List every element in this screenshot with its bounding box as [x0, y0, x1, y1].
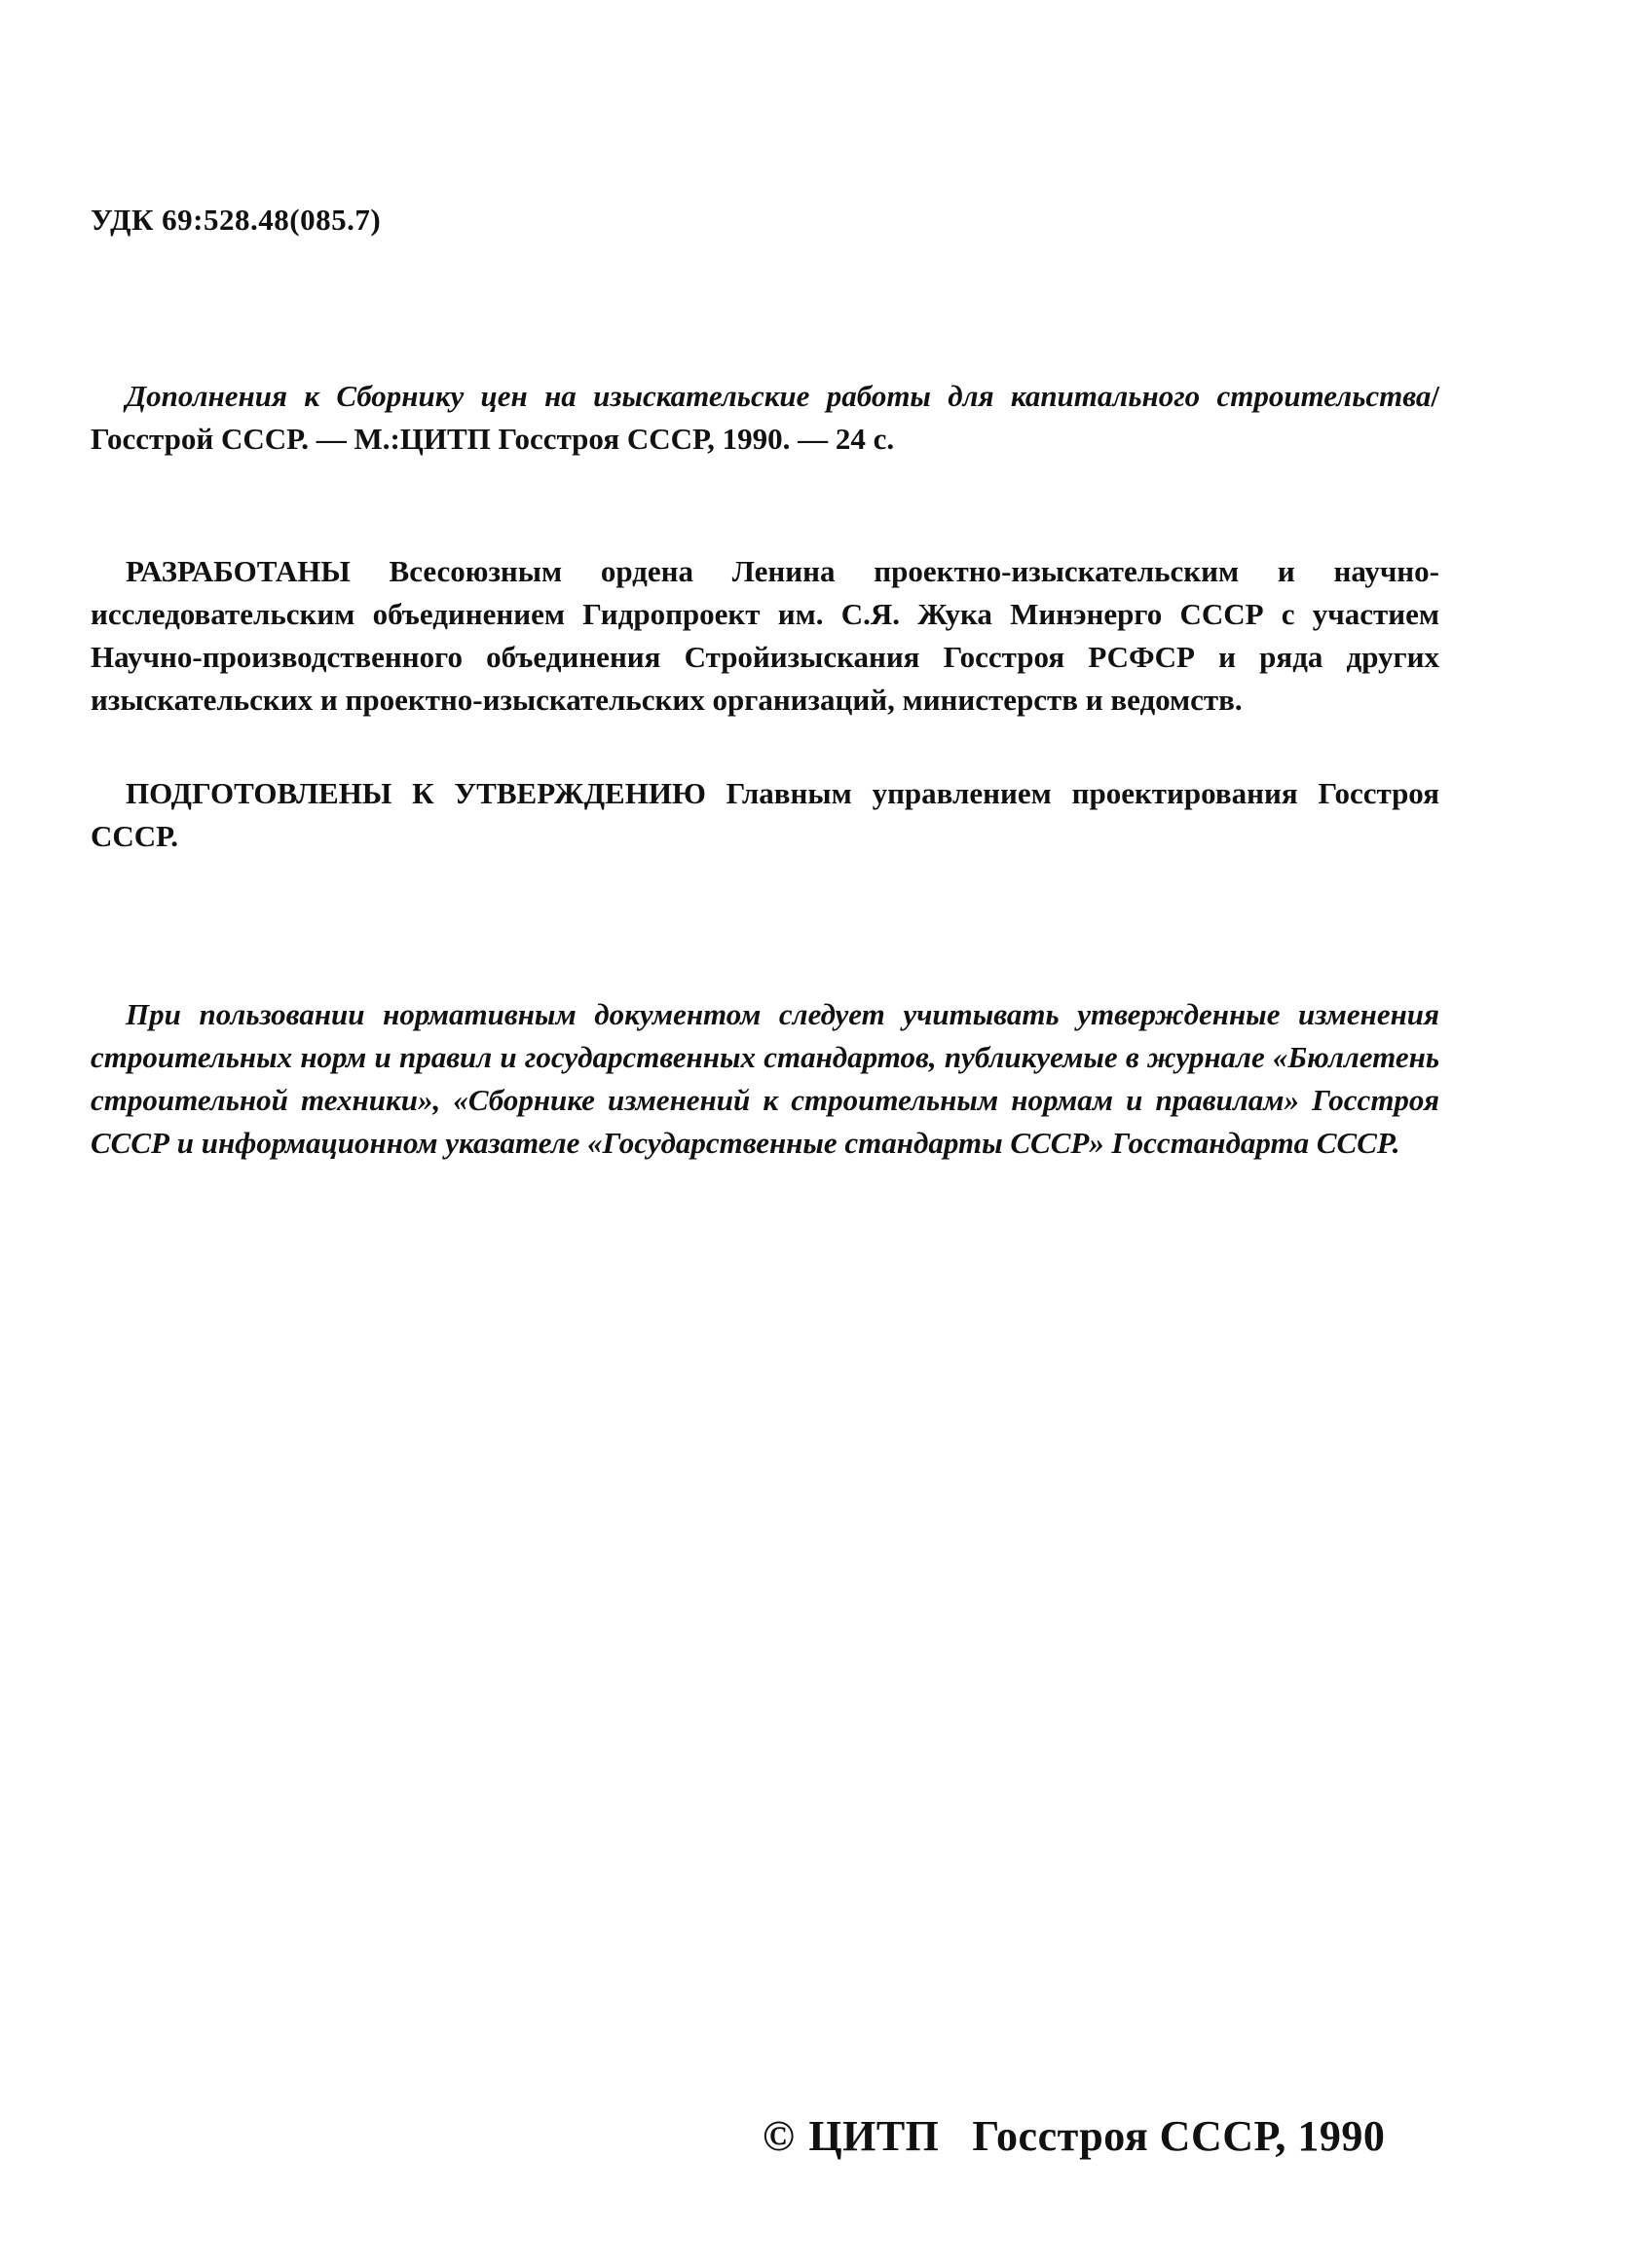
- bibliographic-description: [91, 375, 1439, 461]
- developed-by-section: [91, 550, 1439, 722]
- copyright-symbol: ©: [763, 2112, 796, 2160]
- developed-by-text: РАЗРАБОТАНЫ Всесоюзным ордена Ленина проектно-изыскательским и научно-исследовательским объединением Гидропроект им. С.Я. Жука Минэнерго СССР с участием Научно-производственного объединения Стройизыскания Госстроя РСФСР и ряда других изыскательских и проектно-изыскательских организаций, министерств и ведомств.: [91, 554, 1439, 717]
- prepared-by-section: [91, 772, 1439, 858]
- bibliographic-paragraph: [91, 375, 1439, 461]
- udk-code: УДК 69:528.48(085.7): [91, 203, 382, 237]
- usage-notice-section: [91, 993, 1439, 1165]
- copyright-text: Госстроя СССР, 1990: [972, 2112, 1386, 2160]
- bibliographic-details: /Госстрой СССР. — М.:ЦИТП Госстроя СССР, 1990. — 24 с.: [91, 379, 1439, 456]
- bibliographic-title: Дополнения к Сборнику цен на изыскательские работы для капитального строительства: [126, 379, 1432, 413]
- copyright-org: ЦИТП: [808, 2112, 940, 2160]
- prepared-by-text: ПОДГОТОВЛЕНЫ К УТВЕРЖДЕНИЮ Главным управлением проектирования Госстроя СССР.: [91, 776, 1439, 853]
- usage-notice-text: При пользовании нормативным документом следует учитывать утвержденные изменения строительных норм и правил и государственных стандартов, публикуемые в журнале «Бюллетень строительной техники», «Сборнике изменений к строительным нормам и правилам» Госстроя СССР и информационном указателе «Государственные стандарты СССР» Госстандарта СССР.: [91, 997, 1439, 1160]
- copyright-line: [763, 2111, 1385, 2161]
